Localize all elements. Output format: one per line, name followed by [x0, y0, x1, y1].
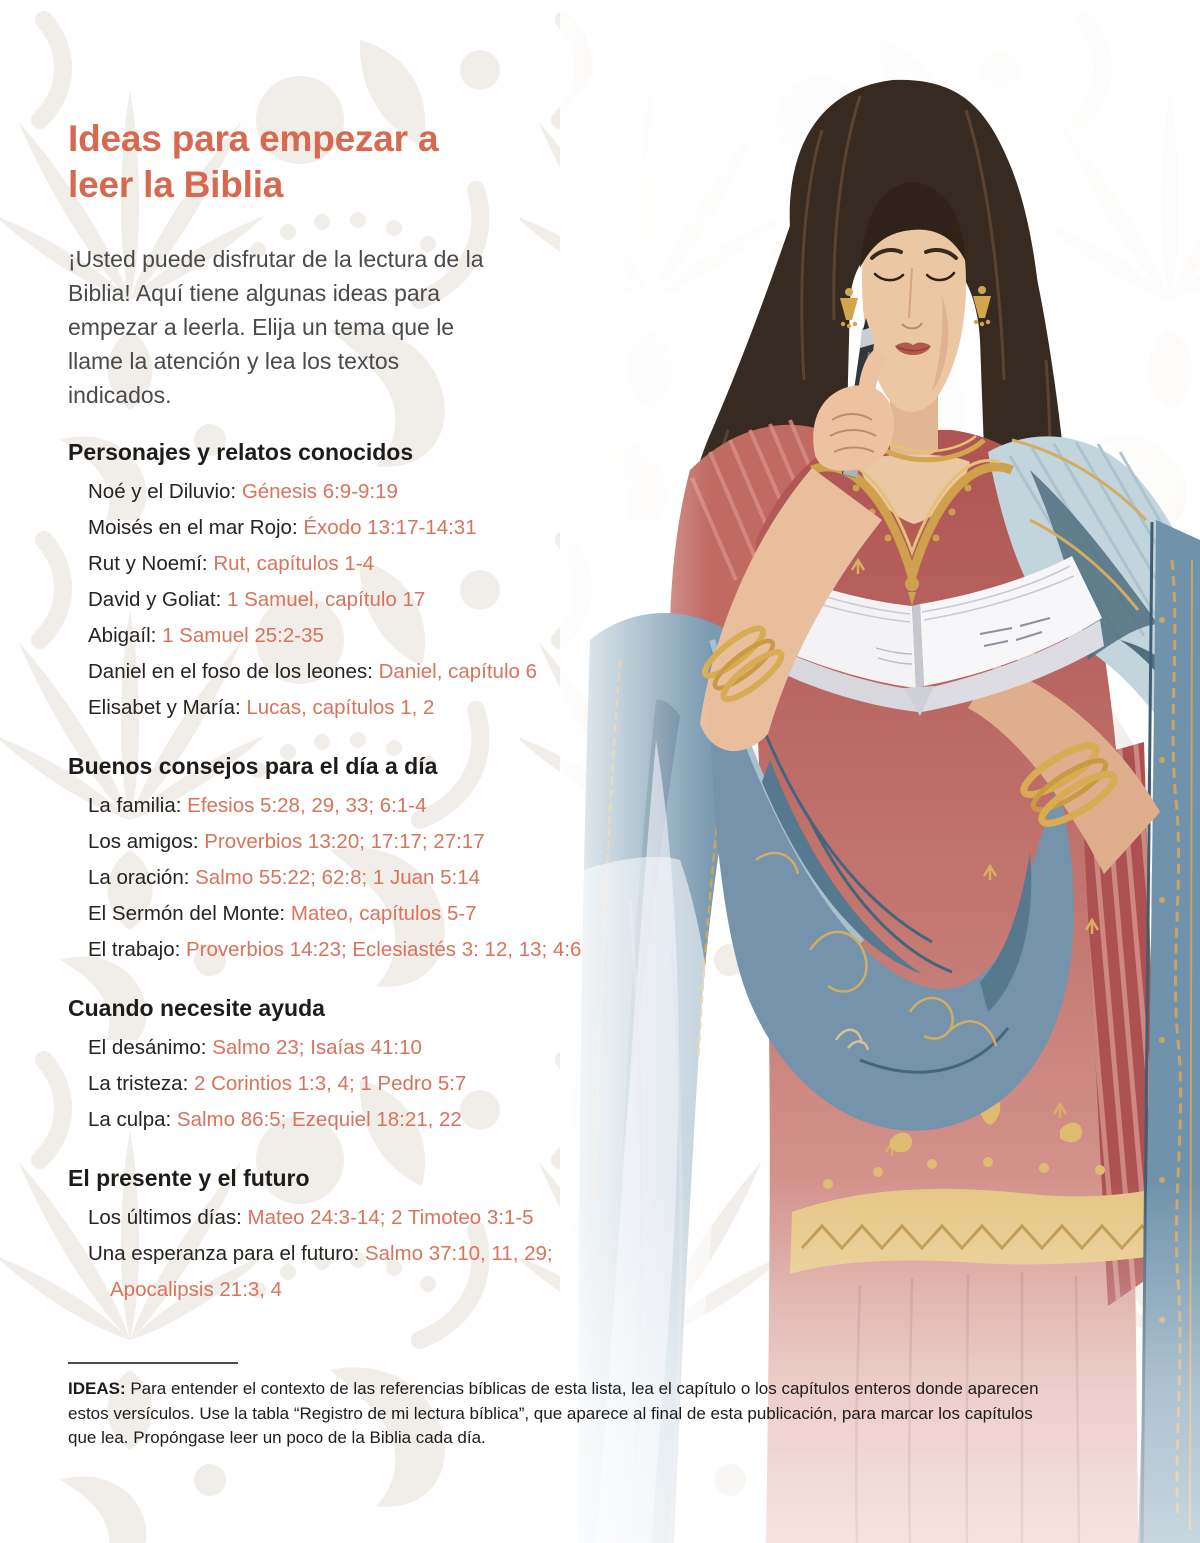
- scripture-reference: Salmo 23; Isaías 41:10: [212, 1036, 422, 1059]
- scripture-reference: Proverbios 14:23; Eclesiastés 3: 12, 13; 4:6: [186, 938, 582, 961]
- scripture-reference: Rut, capítulos 1-4: [213, 552, 374, 575]
- scripture-label: David y Goliat:: [88, 588, 227, 611]
- section-ayuda: [68, 992, 628, 1138]
- scripture-reference: Efesios 5:28, 29, 33; 6:1-4: [187, 794, 427, 817]
- scripture-item: [88, 1200, 650, 1236]
- section-futuro: [68, 1162, 628, 1308]
- section-personajes: [68, 436, 628, 726]
- scripture-label: Noé y el Diluvio:: [88, 480, 242, 503]
- section-heading: Cuando necesite ayuda: [68, 995, 325, 1021]
- scripture-item: [88, 932, 650, 968]
- scripture-reference: Lucas, capítulos 1, 2: [246, 696, 435, 719]
- scripture-item: [88, 860, 650, 896]
- intro-paragraph: ¡Usted puede disfrutar de la lectura de la Biblia! Aquí tiene algunas ideas para empezar a leerla. Elija un tema que le llame la atención y lea los textos indicados.: [68, 246, 484, 408]
- scripture-item: [88, 654, 650, 690]
- scripture-label: Abigaíl:: [88, 624, 163, 647]
- footer-lead: IDEAS:: [68, 1379, 126, 1398]
- scripture-item: [88, 1030, 650, 1066]
- footer-divider: [68, 1362, 238, 1364]
- scripture-label: La familia:: [88, 794, 188, 817]
- scripture-label: El Sermón del Monte:: [88, 902, 291, 925]
- footer-body: Para entender el contexto de las referencias bíblicas de esta lista, lea el capítulo o los capítulos enteros donde aparecen estos versículos. Use la tabla “Registro de mi lectura bíblica”, que aparece al final de esta publicación, para marcar los capítulos que lea. Propóngase leer un poco de la Biblia cada día.: [68, 1379, 1039, 1447]
- scripture-item: [88, 896, 650, 932]
- scripture-item: [88, 546, 650, 582]
- scripture-item: [88, 1102, 650, 1138]
- scripture-item: [88, 1066, 650, 1102]
- page-title: Ideas para empezar a leer la Biblia: [68, 118, 439, 205]
- scripture-reference: 1 Samuel, capítulo 17: [227, 588, 426, 611]
- scripture-label: La oración:: [88, 866, 196, 889]
- scripture-item: [88, 1236, 650, 1308]
- scripture-label: Elisabet y María:: [88, 696, 247, 719]
- section-heading: Buenos consejos para el día a día: [68, 753, 438, 779]
- scripture-reference: Éxodo 13:17-14:31: [303, 516, 477, 539]
- scripture-label: Rut y Noemí:: [88, 552, 214, 575]
- scripture-label: El desánimo:: [88, 1036, 213, 1059]
- scripture-reference: Génesis 6:9-9:19: [241, 480, 398, 503]
- scripture-label: La tristeza:: [88, 1072, 194, 1095]
- scripture-reference: 1 Samuel 25:2-35: [162, 624, 324, 647]
- scripture-label: Los últimos días:: [88, 1206, 248, 1229]
- scripture-item: [88, 824, 650, 860]
- scripture-reference: Daniel, capítulo 6: [378, 660, 538, 683]
- scripture-reference: Mateo, capítulos 5-7: [290, 902, 477, 925]
- scripture-item: [88, 474, 650, 510]
- woman-reading-bible-illustration: [560, 0, 1200, 1543]
- scripture-label: Los amigos:: [88, 830, 205, 853]
- section-heading: Personajes y relatos conocidos: [68, 439, 414, 465]
- scripture-reference: Salmo 86:5; Ezequiel 18:21, 22: [176, 1108, 462, 1131]
- scripture-reference: Salmo 37:10, 11, 29; Apocalipsis 21:3, 4: [110, 1242, 553, 1301]
- scripture-item: [88, 510, 650, 546]
- scripture-item: [88, 618, 650, 654]
- scripture-reference: Mateo 24:3-14; 2 Timoteo 3:1-5: [247, 1206, 534, 1229]
- scripture-label: La culpa:: [88, 1108, 177, 1131]
- footer-note: [68, 1362, 1068, 1468]
- footer-text: [68, 1377, 1058, 1451]
- section-heading: El presente y el futuro: [68, 1165, 310, 1191]
- scripture-label: El trabajo:: [88, 938, 186, 961]
- scripture-item: [88, 582, 650, 618]
- scripture-reference: 2 Corintios 1:3, 4; 1 Pedro 5:7: [193, 1072, 467, 1095]
- article-content: [68, 116, 628, 1308]
- scripture-reference: Salmo 55:22; 62:8; 1 Juan 5:14: [195, 866, 481, 889]
- scripture-label: Una esperanza para el futuro:: [88, 1242, 365, 1265]
- scripture-item: [88, 690, 650, 726]
- section-consejos: [68, 750, 628, 968]
- scripture-item: [88, 788, 650, 824]
- scripture-label: Daniel en el foso de los leones:: [88, 660, 379, 683]
- scripture-reference: Proverbios 13:20; 17:17; 27:17: [204, 830, 485, 853]
- scripture-label: Moisés en el mar Rojo:: [88, 516, 304, 539]
